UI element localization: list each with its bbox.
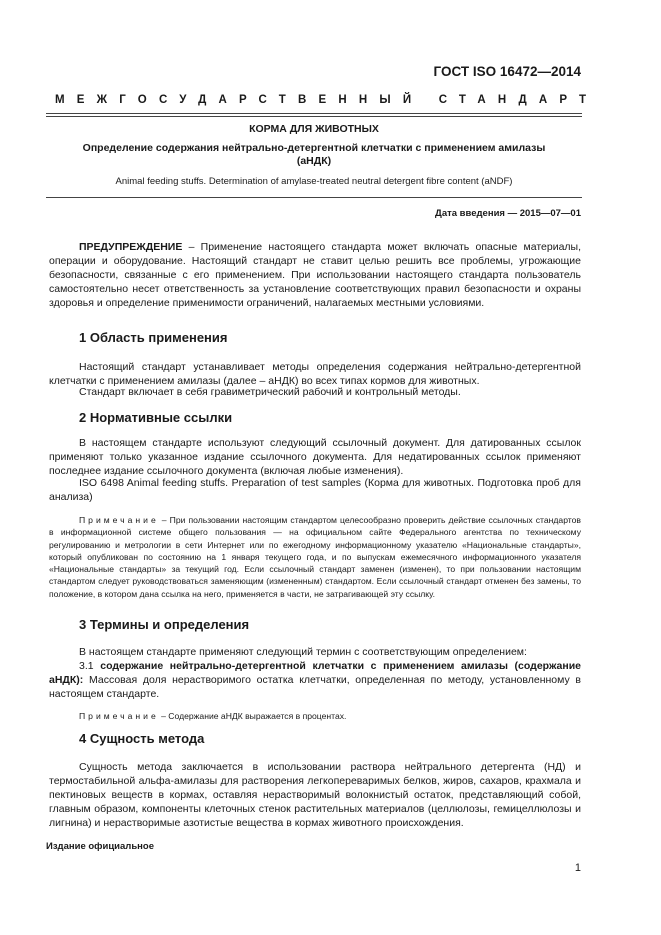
section-3-paragraph-1: В настоящем стандарте применяют следующий термин с соответствующим определением: (79, 646, 527, 658)
title-divider (46, 197, 582, 198)
term-name: содержание нейтрально-детергентной клетчатки с применением амилазы (содержание аНДК): (49, 660, 581, 686)
document-title-english: Animal feeding stuffs. Determination of amylase-treated neutral detergent fibre content (aNDF) (115, 176, 513, 187)
term-number: 3.1 (79, 660, 101, 672)
warning-text: – Применение настоящего стандарта может включать опасные материалы, операции и оборудование. Настоящий стандарт не ставит целью решить все проблемы, угрожающие безопасности, связанные с его применением. При использовании настоящего стандарта пользователь самостоятельно несет ответственность за установление соответствующих правил безопасности и охраны здоровья и определение применимости ограничений, налагаемых местными условиями. (49, 241, 581, 309)
section-2-heading: 2 Нормативные ссылки (79, 410, 233, 425)
introduction-date: Дата введения — 2015—07—01 (435, 208, 581, 219)
header-divider-top (46, 113, 582, 114)
note-label: Примечание (79, 515, 159, 525)
note-label: Примечание (79, 711, 159, 721)
official-edition-label: Издание официальное (46, 841, 154, 852)
note-text: – При пользовании настоящим стандартом целесообразно проверить действие ссылочных стандартов в информационной системе общего пользования — на официальном сайте Федерального агентства по техническому регулированию и метрологии в сети Интернет или по ежегодному информационному указателю «Национальные стандарты», который опубликован по состоянию на 1 января текущего года, и по выпускам ежемесячного информационного указателя «Национальные стандарты» за текущий год. Если ссылочный стандарт заменен (изменен), то при пользовании настоящим стандартом следует руководствоваться заменяющим (измененным) стандартом. Если ссылочный стандарт отменен без замены, то положение, в котором дана ссылка на него, применяется в части, не затрагивающей эту ссылку. (49, 515, 581, 599)
standard-type-banner: МЕЖГОСУДАРСТВЕННЫЙ СТАНДАРТ (55, 94, 599, 106)
term-definition (49, 659, 581, 701)
note-text: – Содержание аНДК выражается в процентах. (158, 711, 347, 721)
section-2-reference: ISO 6498 Animal feeding stuffs. Preparation of test samples (Корма для животных. Подготовка проб для анализа) (49, 477, 581, 503)
header-divider-bottom (46, 116, 582, 117)
document-subtitle-line1: Определение содержания нейтрально-детергентной клетчатки с применением амилазы (82, 142, 546, 154)
section-2-paragraph-1: В настоящем стандарте используют следующий ссылочный документ. Для датированных ссылок применяют только указанное издание ссылочного документа. Для недатированных ссылок применяют последнее издание ссылочного документа (включая любые изменения). (49, 437, 581, 477)
section-1-paragraph-2: Стандарт включает в себя гравиметрический рабочий и контрольный методы. (79, 386, 461, 398)
section-1-heading: 1 Область применения (79, 330, 228, 345)
warning-label: ПРЕДУПРЕЖДЕНИЕ (79, 241, 183, 253)
section-1-paragraph-1: Настоящий стандарт устанавливает методы определения содержания нейтрально-детергентной клетчатки с применением амилазы (далее – аНДК) во всех типах кормов для животных. (49, 361, 581, 387)
section-2-note (49, 514, 581, 600)
section-4-heading: 4 Сущность метода (79, 731, 205, 746)
standard-code: ГОСТ ISO 16472—2014 (433, 64, 581, 79)
section-3-heading: 3 Термины и определения (79, 617, 250, 632)
warning-paragraph (49, 240, 581, 310)
document-subtitle (60, 142, 568, 168)
document-subtitle-line2: (аНДК) (296, 155, 332, 167)
document-title: КОРМА ДЛЯ ЖИВОТНЫХ (249, 123, 379, 135)
section-4-paragraph-1: Сущность метода заключается в использовании раствора нейтрального детергента (НД) и термостабильной альфа-амилазы для растворения легкопереваримых белков, жиров, сахаров, крахмала и пектиновых веществ в кормах, оставляя нерастворимый волокнистый остаток, представляющий собой, главным образом, компоненты клеточных стенок растительных материалов (целлюлозы, гемицеллюлозы и лигнина) и нерастворимые азотистые вещества в кормах животного происхождения. (49, 761, 581, 829)
section-3-note (49, 710, 581, 722)
page-number: 1 (574, 862, 581, 874)
term-definition-text: Массовая доля нерастворимого остатка клетчатки, определенная по методу, установленному в настоящем стандарте. (49, 674, 581, 700)
